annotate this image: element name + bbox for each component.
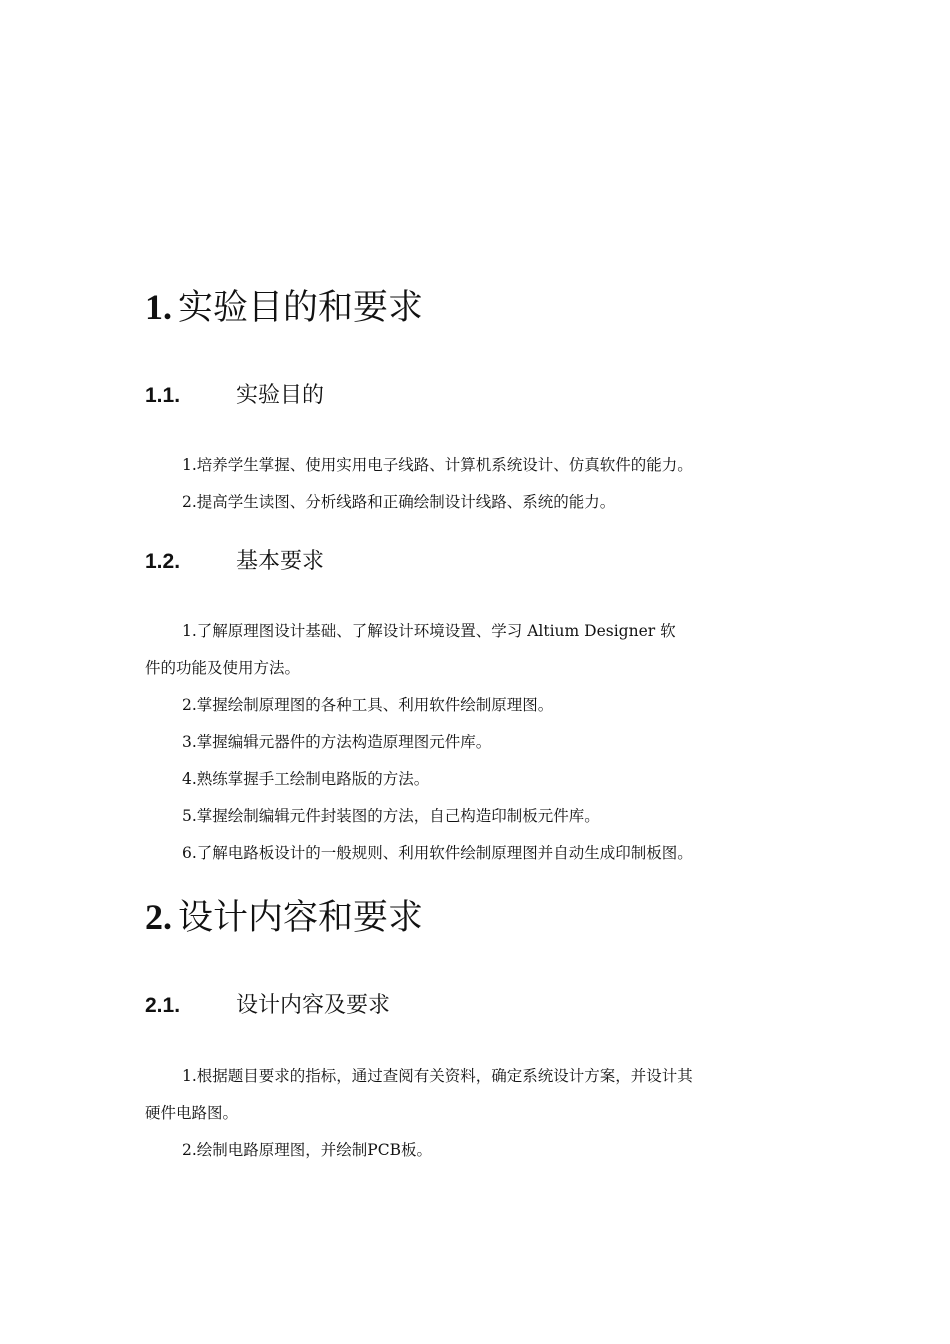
list-item: 3.掌握编辑元器件的方法构造原理图元件库。 (182, 733, 492, 751)
list-item: 4.熟练掌握手工绘制电路版的方法。 (182, 770, 430, 788)
subsection-heading (145, 382, 324, 410)
paragraph-group (145, 447, 810, 521)
list-item: 2.掌握绘制原理图的各种工具、利用软件绘制原理图。 (182, 696, 554, 714)
list-item: 6.了解电路板设计的一般规则、利用软件绘制原理图并自动生成印制板图。 (182, 844, 693, 862)
list-item: 1.了解原理图设计基础、了解设计环境设置、学习 Altium Designer 软 (182, 622, 676, 640)
subsection-number: 2.1. (145, 994, 181, 1017)
section-number: 1. (145, 287, 172, 327)
subsection-title: 实验目的 (236, 383, 325, 408)
list-item: 1.根据题目要求的指标，通过查阅有关资料，确定系统设计方案，并设计其 (182, 1067, 693, 1085)
list-item-continuation: 硬件电路图。 (145, 1104, 239, 1122)
subsection-title: 设计内容及要求 (236, 993, 391, 1018)
section-heading (145, 897, 423, 938)
subsection-heading (145, 548, 324, 576)
subsection-heading (145, 992, 390, 1020)
list-item: 5.掌握绘制编辑元件封装图的方法，自己构造印制板元件库。 (182, 807, 600, 825)
paragraph-group (145, 1058, 810, 1169)
section-title: 设计内容和要求 (178, 898, 424, 938)
list-item-continuation: 件的功能及使用方法。 (145, 659, 301, 677)
subsection-number: 1.2. (145, 550, 181, 573)
list-item: 2.绘制电路原理图，并绘制PCB板。 (182, 1141, 432, 1159)
list-item: 1.培养学生掌握、使用实用电子线路、计算机系统设计、仿真软件的能力。 (182, 456, 693, 474)
paragraph-group (145, 613, 810, 872)
section-heading (145, 287, 423, 328)
subsection-title: 基本要求 (236, 549, 325, 574)
section-title: 实验目的和要求 (178, 288, 424, 328)
list-item: 2.提高学生读图、分析线路和正确绘制设计线路、系统的能力。 (182, 493, 616, 511)
section-number: 2. (145, 897, 172, 937)
subsection-number: 1.1. (145, 384, 181, 407)
